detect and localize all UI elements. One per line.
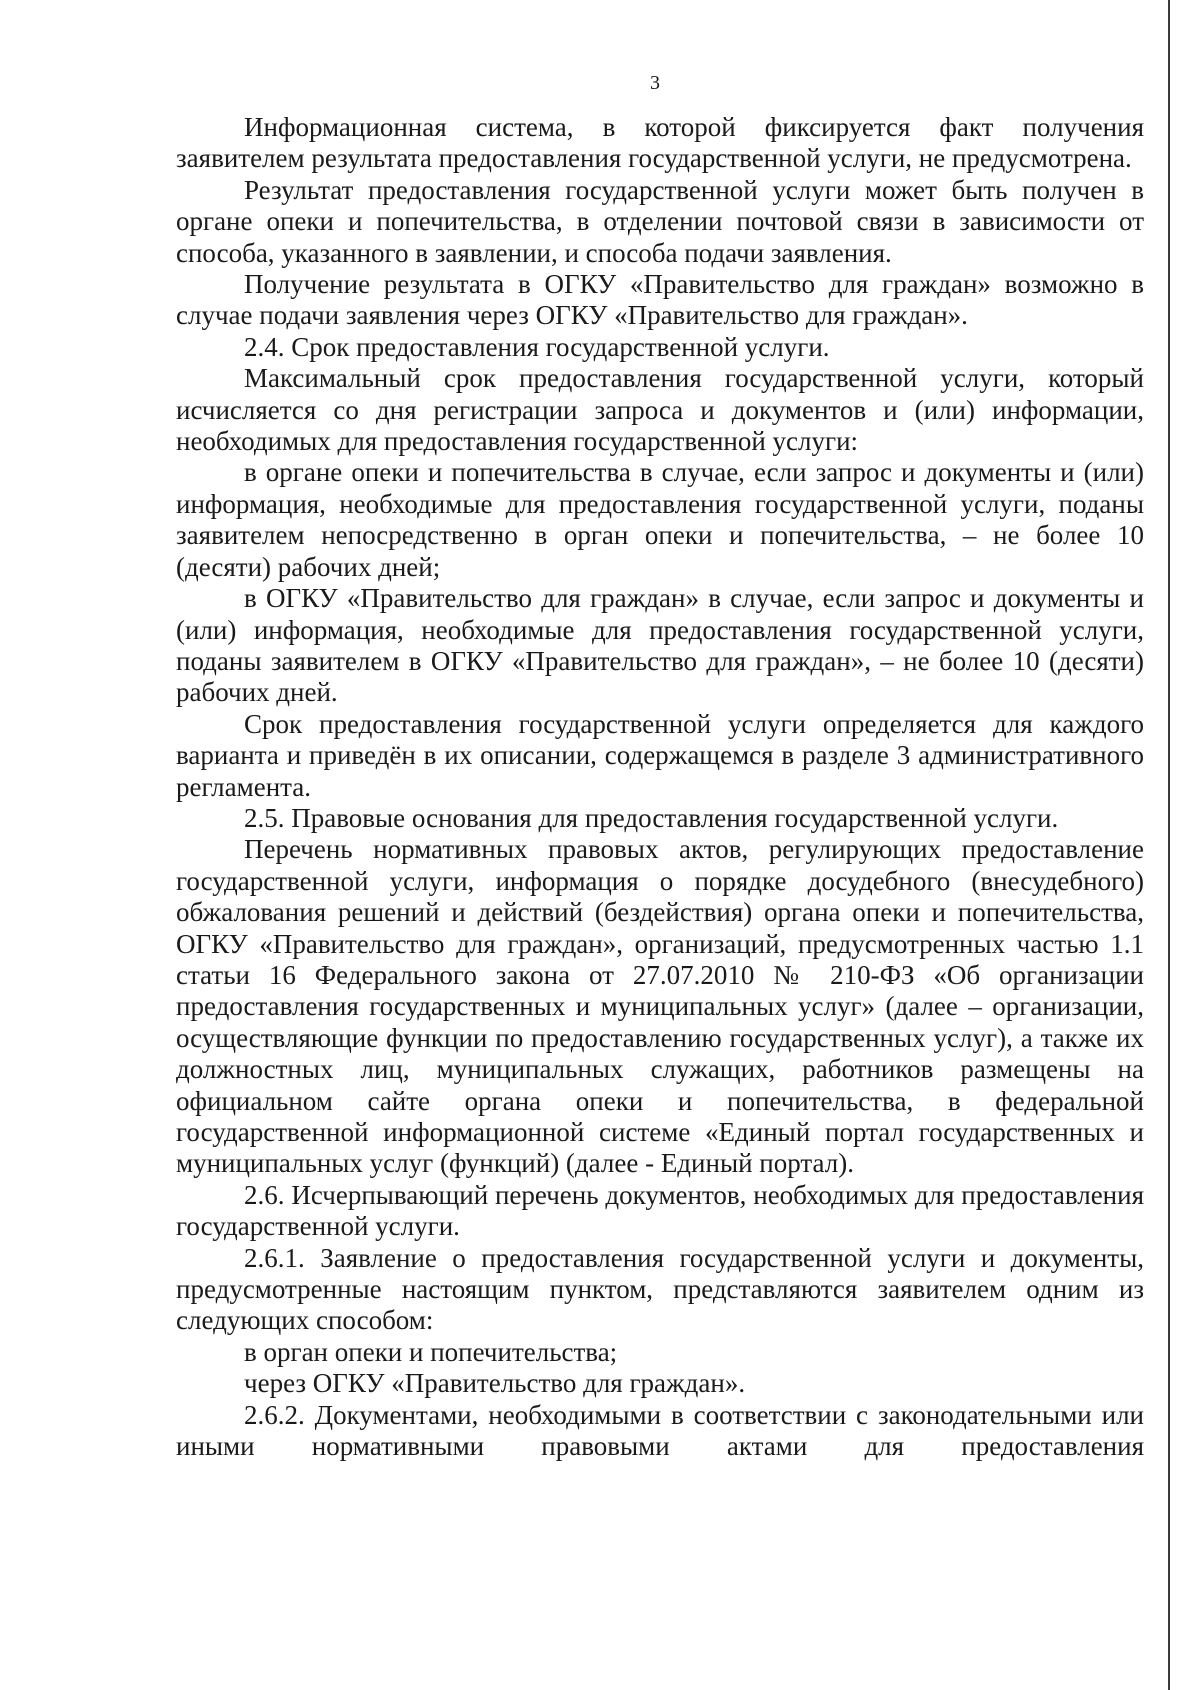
section-heading-2-6: 2.6. Исчерпывающий перечень документов, необходимых для предоставления государственной услуги. [176,1179,1144,1242]
paragraph-2-6-1: 2.6.1. Заявление о предоставления государственной услуги и документы, предусмотренные настоящим пунктом, представляются заявителем одним из следующих способом: [176,1242,1144,1336]
paragraph-result-info-system: Информационная система, в которой фиксируется факт получения заявителем результата предоставления государственной услуги, не предусмотрена. [176,112,1144,174]
paragraph-term-guardianship-body: в органе опеки и попечительства в случае, если запрос и документы и (или) информация, необходимые для предоставления государственной услуги, поданы заявителем непосредственно в орган опеки и попечительства, – не более 10 (десяти) рабочих дней; [176,457,1144,582]
paragraph-2-6-2: 2.6.2. Документами, необходимыми в соответствии с законодательными или иными нормативными правовыми актами для предоставления [176,1399,1144,1462]
section-heading-2-4: 2.4. Срок предоставления государственной услуги. [244,331,830,362]
paragraph-result-ogku: Получение результата в ОГКУ «Правительство для граждан» возможно в случае подачи заявления через ОГКУ «Правительство для граждан». [176,269,1144,331]
paragraph-max-term: Максимальный срок предоставления государственной услуги, который исчисляется со дня регистрации запроса и документов и (или) информации, необходимых для предоставления государственной услуги: [176,363,1144,457]
section-heading-2-5: 2.5. Правовые основания для предоставления государственной услуги. [244,802,1059,833]
paragraph-result-receipt-place: Результат предоставления государственной услуги может быть получен в органе опеки и попечительства, в отделении почтовой связи в зависимости от способа, указанного в заявлении, и способа подачи заявления. [176,174,1144,268]
list-item-ogku: через ОГКУ «Правительство для граждан». [244,1368,746,1399]
document-body [176,112,1144,1462]
paragraph-term-ogku: в ОГКУ «Правительство для граждан» в случае, если запрос и документы и (или) информация, необходимые для предоставления государственной услуги, поданы заявителем в ОГКУ «Правительство для граждан», – не более 10 (десяти) рабочих дней. [176,583,1144,708]
page-number: 3 [650,72,660,94]
page-edge-line [1168,0,1170,1690]
list-item-guardianship-body: в орган опеки и попечительства; [244,1336,618,1367]
paragraph-legal-acts-list: Перечень нормативных правовых актов, регулирующих предоставление государственной услуги, информация о порядке досудебного (внесудебного) обжалования решений и действий (бездействия) органа опеки и попечительства, ОГКУ «Правительство для граждан», организаций, предусмотренных частью 1.1 статьи 16 Федерального закона от 27.07.2010 № 210-ФЗ «Об организации предоставления государственных и муниципальных услуг» (далее – организации, осуществляющие функции по предоставлению государственных услуг), а также их должностных лиц, муниципальных служащих, работников размещены на официальном сайте органа опеки и попечительства, в федеральной государственной информационной системе «Единый портал государственных и муниципальных услуг (функций) (далее - Единый портал). [176,834,1144,1179]
paragraph-term-variants: Срок предоставления государственной услуги определяется для каждого варианта и приведён в их описании, содержащемся в разделе 3 административного регламента. [176,708,1144,802]
